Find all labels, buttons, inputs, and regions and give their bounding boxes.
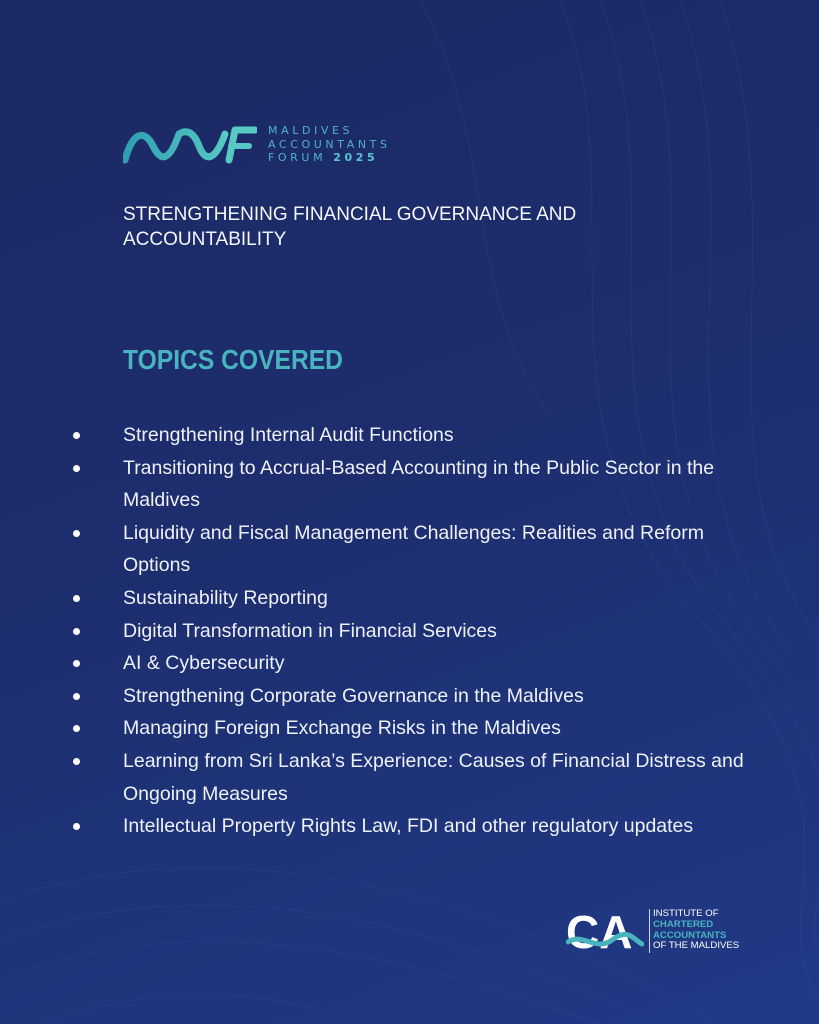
maf-logo-line1: MALDIVES (268, 124, 354, 137)
topic-text: Transitioning to Accrual-Based Accounting in the Public Sector in the Maldives (123, 456, 715, 512)
bullet-icon (73, 758, 80, 765)
topic-text: Strengthening Corporate Governance in the Maldives (123, 684, 584, 707)
ca-logo-line1: INSTITUTE OF (653, 908, 719, 919)
topic-text: Digital Transformation in Financial Services (123, 619, 497, 642)
ca-logo-line3: ACCOUNTANTS (653, 929, 727, 941)
topic-item (66, 419, 756, 452)
topic-text: Liquidity and Fiscal Management Challenges: Realities and Reform Options (123, 521, 704, 577)
bullet-icon (73, 693, 80, 700)
bullet-icon (73, 595, 80, 602)
topic-item (66, 615, 756, 648)
ca-logo-text (653, 909, 739, 952)
bullet-icon (73, 660, 80, 667)
topic-item (66, 452, 756, 517)
maf-logo-line3 (268, 151, 391, 165)
maf-wave-logo-icon (123, 126, 257, 164)
ca-institute-logo (566, 906, 766, 958)
ca-logo-mark: CA (566, 908, 633, 954)
topic-item (66, 810, 756, 843)
bullet-icon (73, 432, 80, 439)
ca-logo-line4: OF THE MALDIVES (653, 940, 740, 952)
topic-item (66, 680, 756, 713)
bullet-icon (73, 725, 80, 732)
maf-logo (123, 124, 423, 168)
topic-item (66, 582, 756, 615)
topic-item (66, 712, 756, 745)
bullet-icon (73, 465, 80, 472)
event-headline: STRENGTHENING FINANCIAL GOVERNANCE AND ACCOUNTABILITY (123, 204, 577, 250)
topic-item (66, 517, 756, 582)
maf-logo-forum: FORUM (268, 151, 327, 164)
topic-text: Managing Foreign Exchange Risks in the Maldives (123, 717, 561, 740)
bullet-icon (73, 628, 80, 635)
ca-logo-line2: CHARTERED (653, 918, 714, 930)
topic-text: Strengthening Internal Audit Functions (123, 424, 454, 446)
bullet-icon (73, 823, 80, 830)
topic-item (66, 745, 756, 810)
maf-logo-text (268, 124, 391, 165)
maf-logo-year: 2025 (333, 151, 379, 164)
topics-heading: TOPICS COVERED (123, 344, 343, 375)
topic-text: Learning from Sri Lanka’s Experience: Causes of Financial Distress and Ongoing Measures (123, 749, 744, 805)
topic-text: Sustainability Reporting (123, 586, 328, 609)
topic-text: AI & Cybersecurity (123, 652, 285, 675)
maf-logo-line2: ACCOUNTANTS (268, 137, 391, 151)
bullet-icon (73, 530, 80, 537)
topic-item (66, 647, 756, 680)
ca-logo-icon (566, 908, 644, 954)
ca-logo-divider (649, 909, 650, 953)
topics-list (66, 419, 756, 843)
topic-text: Intellectual Property Rights Law, FDI and other regulatory updates (123, 815, 694, 838)
